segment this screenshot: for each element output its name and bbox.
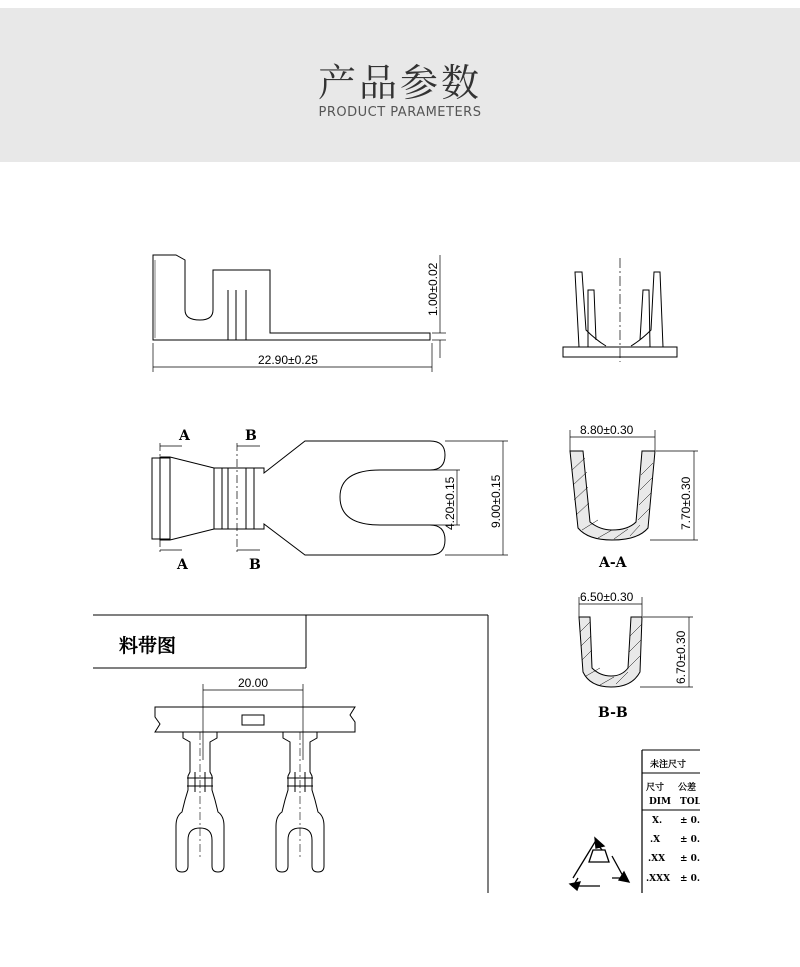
tol-row-2-dim: .X — [650, 835, 661, 845]
section-label-b-top: B — [245, 428, 257, 444]
tol-row-2-tol: ± 0. — [680, 835, 701, 845]
dim-thickness: 1.00±0.02 — [426, 262, 440, 316]
section-label-a-top: A — [179, 428, 190, 444]
page-title: 产品参数 — [317, 61, 482, 105]
dim-length: 22.90±0.25 — [258, 353, 318, 367]
tol-head-dim-cn: 尺寸 — [646, 783, 665, 793]
tol-row-1-tol: ± 0. — [680, 816, 701, 826]
recycle-logo — [570, 838, 629, 890]
section-label-b-bottom: B — [249, 557, 261, 573]
tol-row-4-tol: ± 0. — [680, 874, 701, 884]
strip-terminal-2 — [276, 732, 324, 872]
tol-row-1-dim: X. — [652, 816, 663, 826]
dim-aa-height: 7.70±0.30 — [679, 476, 693, 530]
tol-row-4-dim: .XXX — [646, 874, 671, 884]
tol-row-3-dim: .XX — [648, 854, 666, 864]
tol-head-tol-cn: 公差 — [678, 783, 697, 793]
dim-aa-width: 8.80±0.30 — [580, 423, 634, 437]
strip-drawing — [155, 684, 355, 872]
tol-head-tol-en: TOL — [680, 797, 701, 807]
end-view — [563, 258, 677, 362]
dim-bb-height: 6.70±0.30 — [674, 630, 688, 684]
page-subtitle: PRODUCT PARAMETERS — [318, 105, 482, 120]
section-bb-title: B-B — [598, 705, 628, 721]
strip-title: 料带图 — [119, 635, 177, 657]
tol-row-3-tol: ± 0. — [680, 854, 701, 864]
section-aa-title: A-A — [599, 555, 627, 571]
strip-terminal-1 — [176, 732, 224, 872]
tolerance-title: 未注尺寸 — [650, 760, 687, 770]
dim-pitch: 20.00 — [238, 676, 269, 690]
dim-fork-width: 9.00±0.15 — [489, 474, 503, 528]
tol-head-dim-en: DIM — [649, 797, 671, 807]
dim-bb-width: 6.50±0.30 — [580, 590, 634, 604]
tolerance-table-text — [646, 758, 702, 884]
section-label-a-bottom: A — [177, 557, 188, 573]
dim-fork-slot: 4.20±0.15 — [443, 476, 457, 530]
